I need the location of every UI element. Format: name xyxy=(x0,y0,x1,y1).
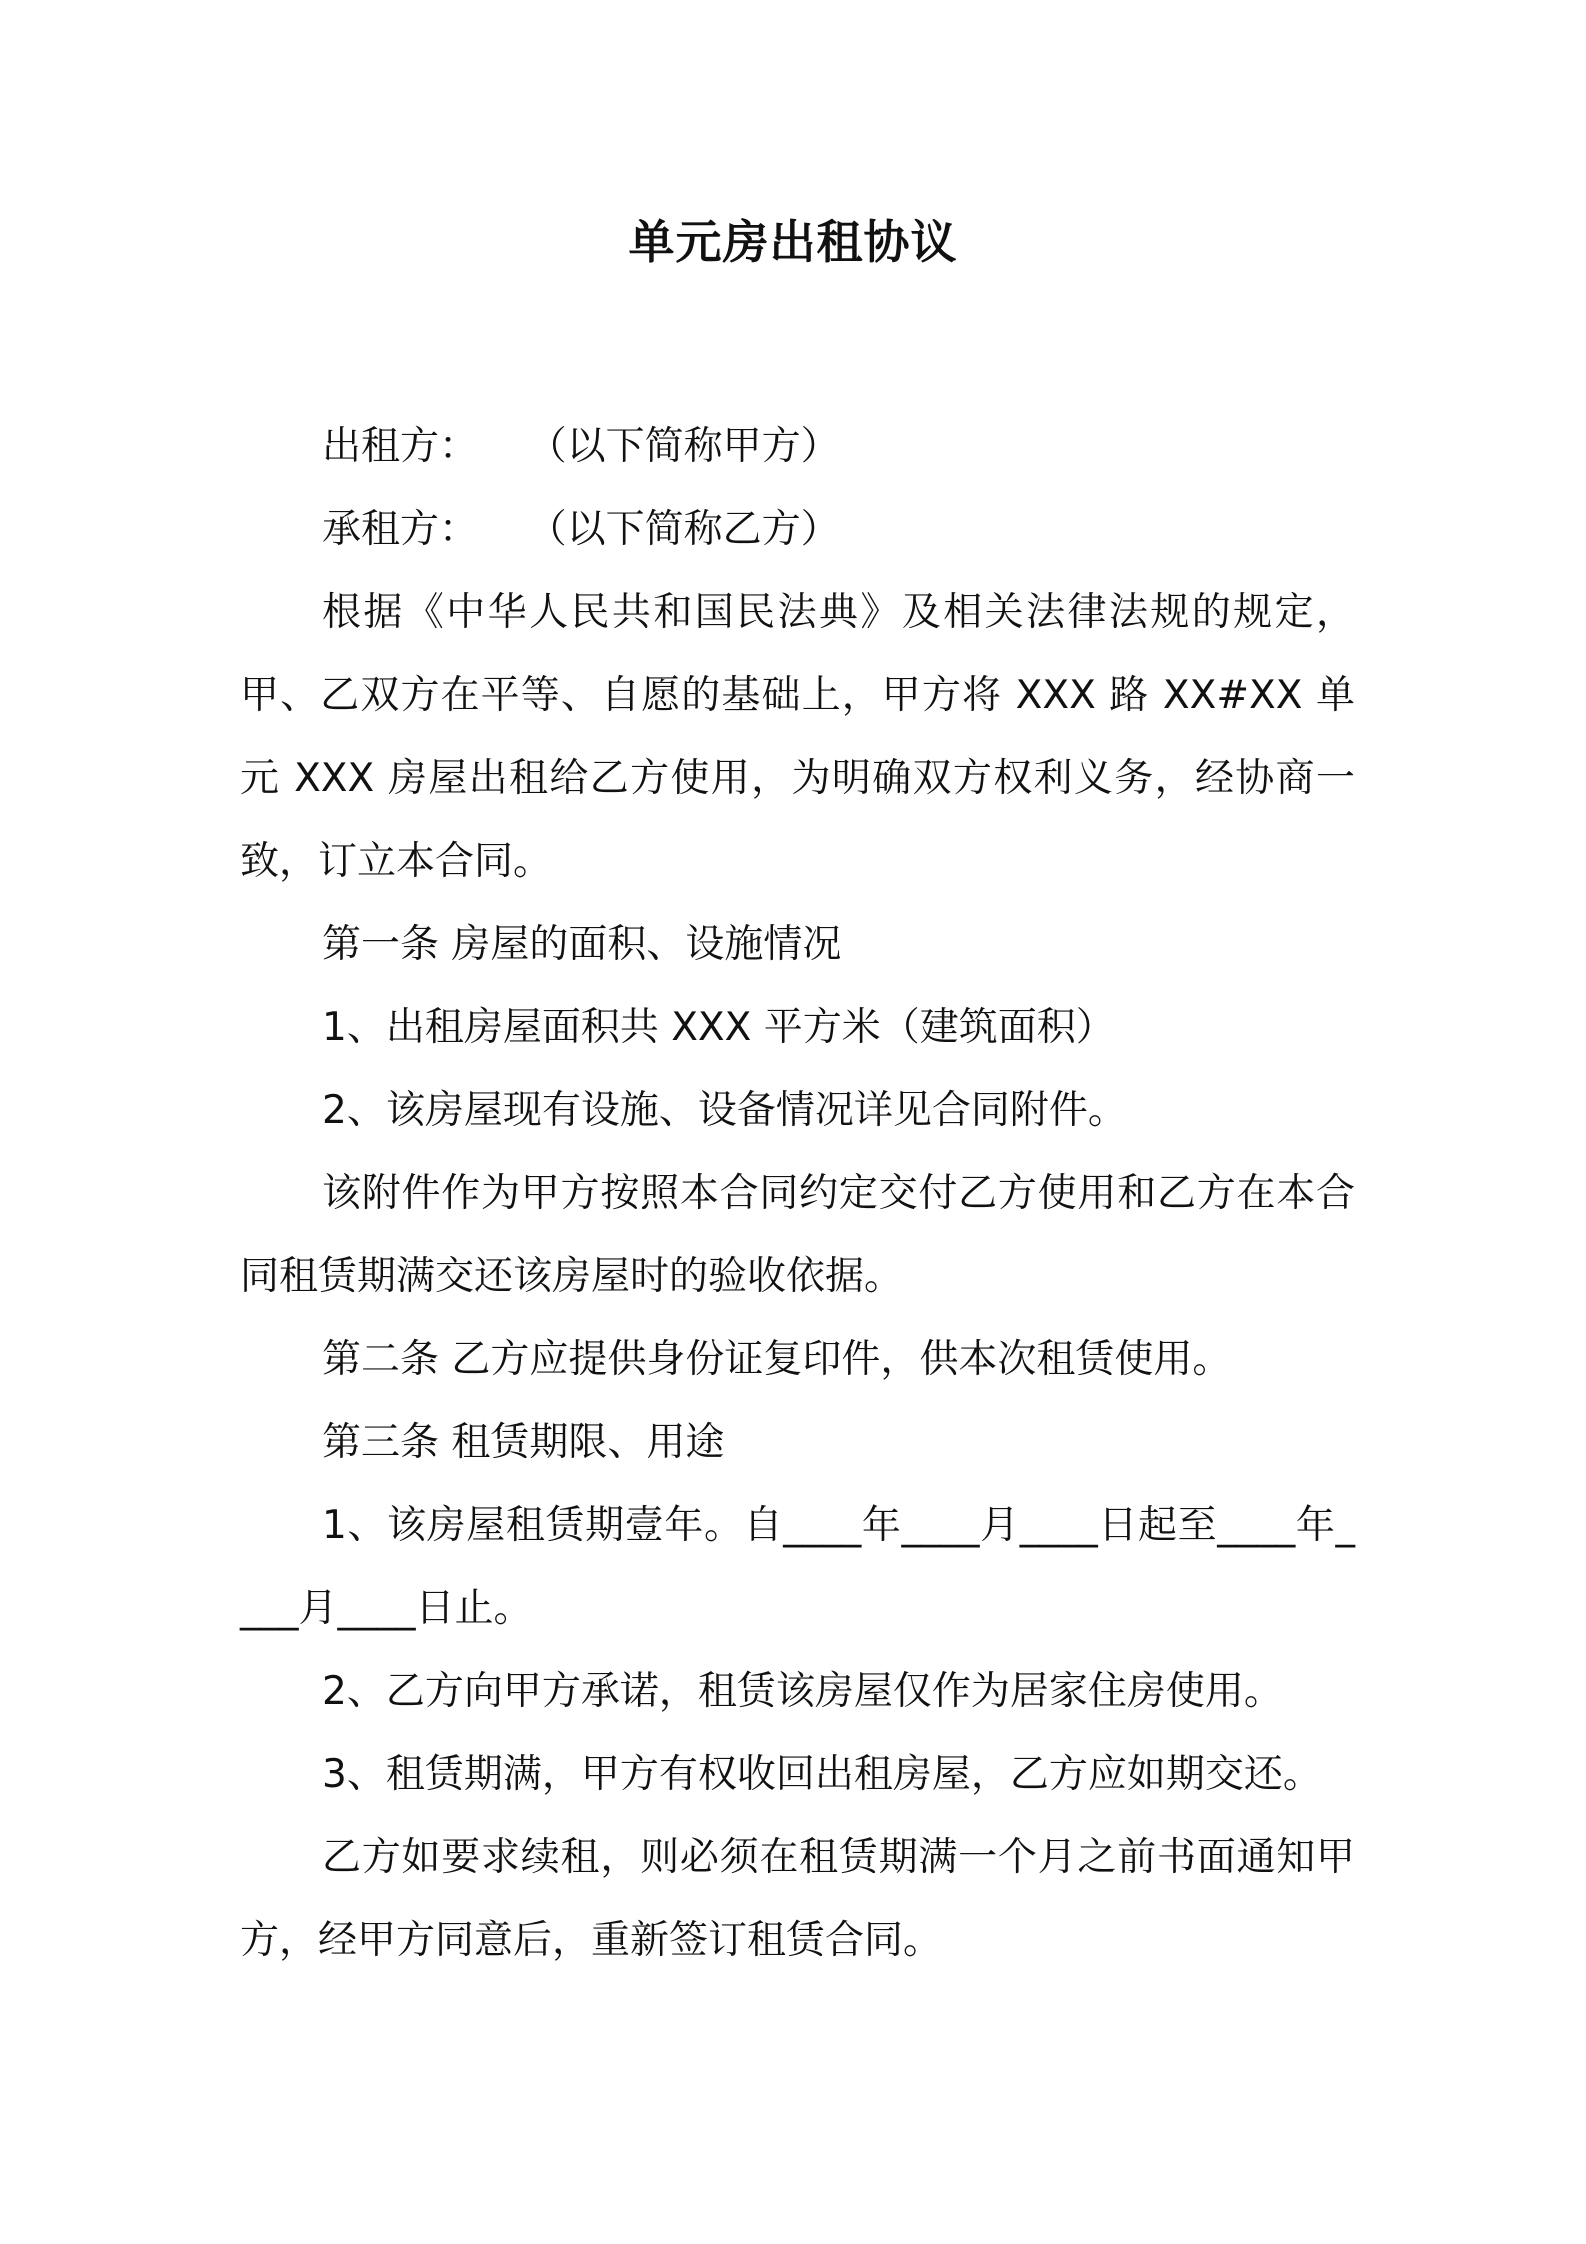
article-3-heading: 第三条 租赁期限、用途 xyxy=(322,1420,725,1465)
article-2-heading: 第二条 乙方应提供身份证复印件，供本次租赁使用。 xyxy=(322,1337,1232,1382)
preamble-paragraph: 根据《中华人民共和国民法典》及相关法律法规的规定，甲、乙双方在平等、自愿的基础上，甲方将 XXX 路 XX#XX 单元 XXX 房屋出租给乙方使用，为明确双方权利义务，经协商一致，订立本合同。 xyxy=(240,590,1355,884)
article-1-heading: 第一条 房屋的面积、设施情况 xyxy=(322,922,842,967)
document-body xyxy=(240,405,1355,1982)
article-3-item-2: 2、乙方向甲方承诺，租赁该房屋仅作为居家住房使用。 xyxy=(322,1669,1283,1714)
article-3-item-1: 1、该房屋租赁期壹年。自____年____月____日起至____年____月____日止。 xyxy=(240,1503,1355,1631)
article-3-item-3: 3、租赁期满，甲方有权收回出租房屋，乙方应如期交还。 xyxy=(322,1752,1322,1797)
article-1-item-1: 1、出租房屋面积共 XXX 平方米（建筑面积） xyxy=(322,1005,1115,1050)
lessee-line: 承租方： （以下简称乙方） xyxy=(322,507,840,552)
article-1-item-2: 2、该房屋现有设施、设备情况详见合同附件。 xyxy=(322,1088,1127,1133)
lessor-line: 出租方： （以下简称甲方） xyxy=(322,424,840,469)
document-title: 单元房出租协议 xyxy=(628,215,958,269)
renewal-paragraph: 乙方如要求续租，则必须在租赁期满一个月之前书面通知甲方，经甲方同意后，重新签订租赁合同。 xyxy=(240,1835,1355,1963)
article-1-attachment-note: 该附件作为甲方按照本合同约定交付乙方使用和乙方在本合同租赁期满交还该房屋时的验收依据。 xyxy=(240,1171,1355,1299)
